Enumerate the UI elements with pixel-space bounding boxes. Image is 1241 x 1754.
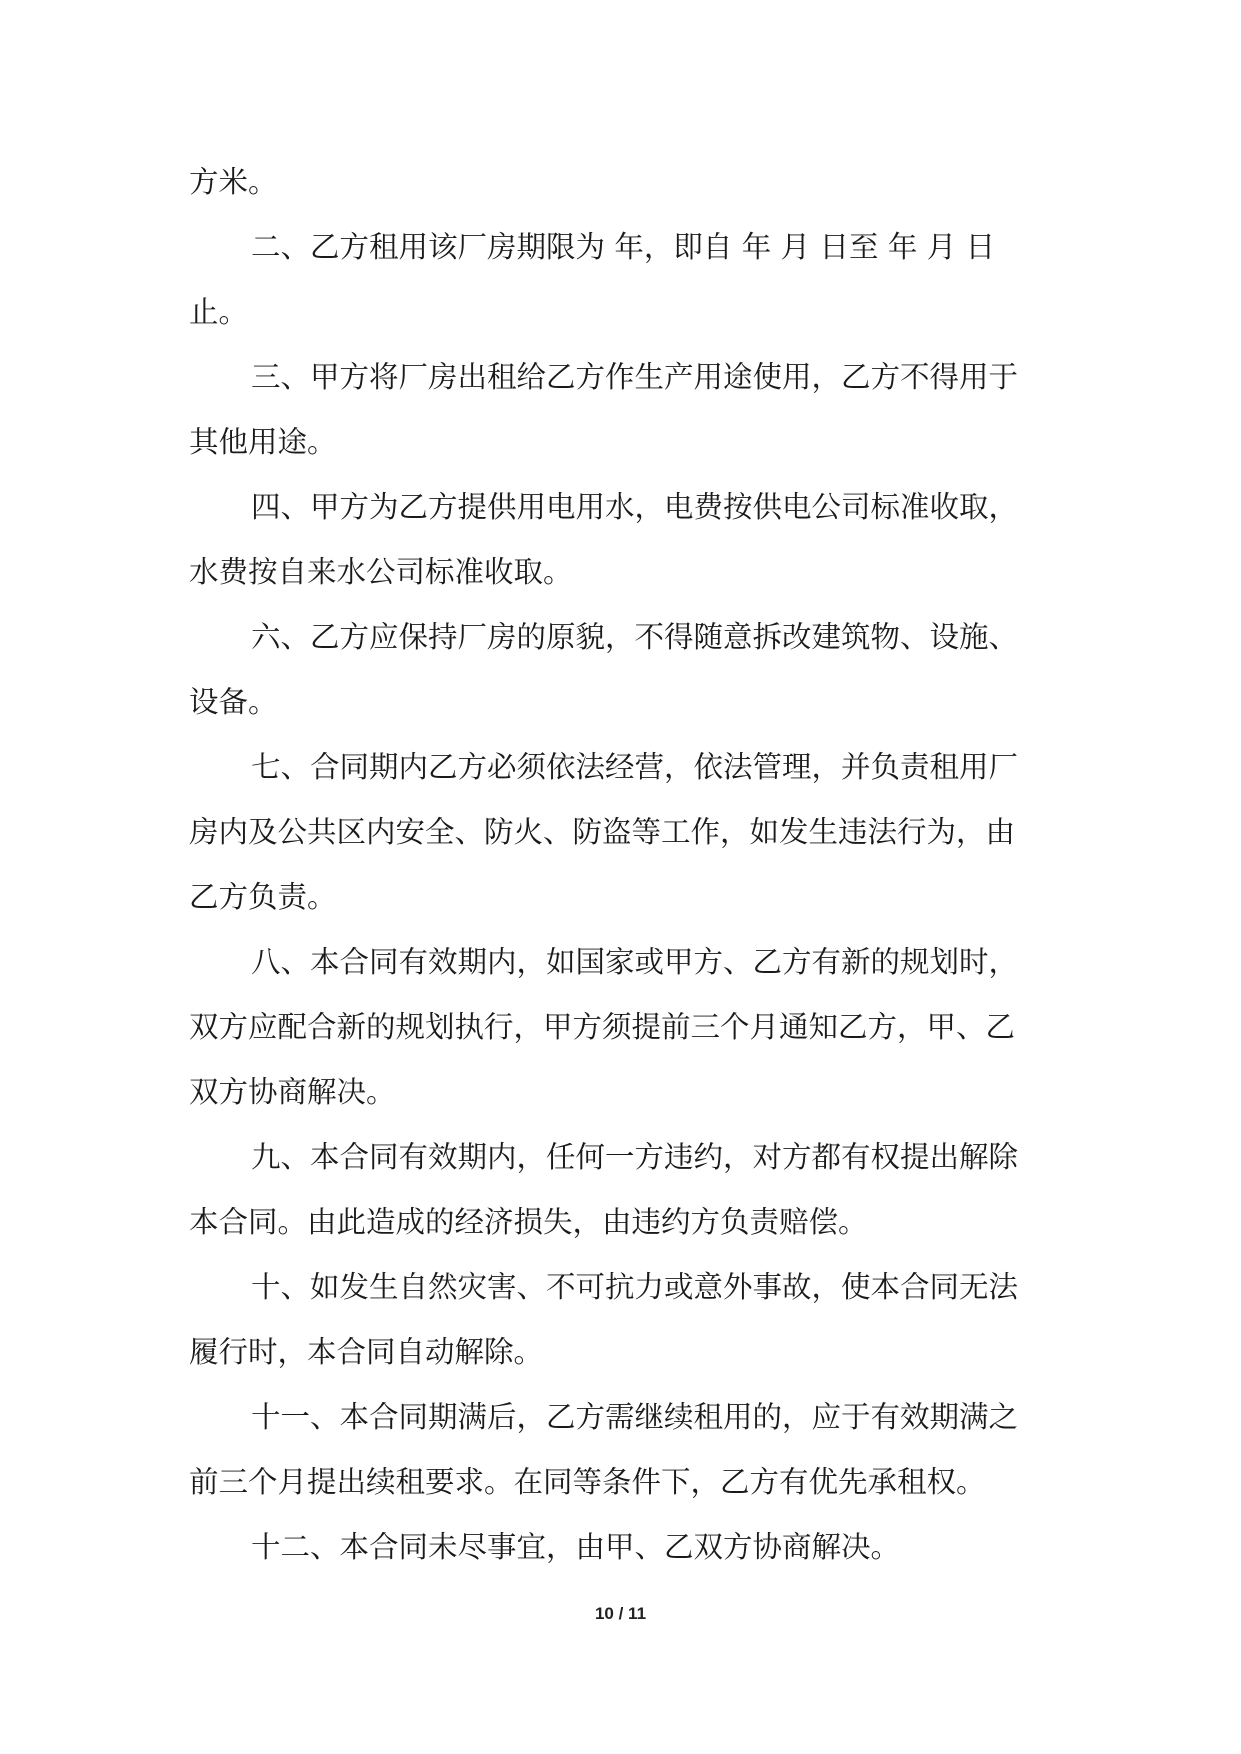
clause-10-line-2: 履行时，本合同自动解除。 — [189, 1335, 544, 1369]
clause-8-line-2: 双方应配合新的规划执行，甲方须提前三个月通知乙方，甲、乙 — [189, 1010, 1016, 1044]
clause-6-line-2: 设备。 — [189, 685, 278, 719]
clause-4-line-2: 水费按自来水公司标准收取。 — [189, 555, 573, 589]
clause-11-line-2: 前三个月提出续租要求。在同等条件下，乙方有优先承租权。 — [189, 1465, 986, 1499]
clause-10-line-1: 十、如发生自然灾害、不可抗力或意外事故，使本合同无法 — [251, 1270, 1019, 1304]
clause-12-line-1: 十二、本合同未尽事宜，由甲、乙双方协商解决。 — [251, 1530, 901, 1564]
text-line: 方米。 — [189, 165, 278, 199]
clause-7-line-3: 乙方负责。 — [189, 880, 337, 914]
clause-8-line-1: 八、本合同有效期内，如国家或甲方、乙方有新的规划时， — [251, 945, 1019, 979]
clause-9-line-1: 九、本合同有效期内，任何一方违约，对方都有权提出解除 — [251, 1140, 1019, 1174]
clause-4-line-1: 四、甲方为乙方提供用电用水，电费按供电公司标准收取， — [251, 490, 1019, 524]
clause-9-line-2: 本合同。由此造成的经济损失，由违约方负责赔偿。 — [189, 1205, 868, 1239]
page-number: 10 / 11 — [594, 1604, 647, 1623]
clause-3-line-1: 三、甲方将厂房出租给乙方作生产用途使用，乙方不得用于 — [251, 360, 1019, 394]
clause-2-line-1: 二、乙方租用该厂房期限为 年，即自 年 月 日至 年 月 日 — [251, 230, 996, 264]
clause-8-line-3: 双方协商解决。 — [189, 1075, 396, 1109]
clause-2-line-2: 止。 — [189, 295, 249, 329]
document-body — [189, 150, 1059, 1580]
clause-7-line-2: 房内及公共区内安全、防火、防盗等工作，如发生违法行为，由 — [189, 815, 1016, 849]
clause-3-line-2: 其他用途。 — [189, 425, 337, 459]
clause-7-line-1: 七、合同期内乙方必须依法经营，依法管理，并负责租用厂 — [251, 750, 1019, 784]
clause-6-line-1: 六、乙方应保持厂房的原貌，不得随意拆改建筑物、设施、 — [251, 620, 1019, 654]
clause-11-line-1: 十一、本合同期满后，乙方需继续租用的，应于有效期满之 — [251, 1400, 1019, 1434]
